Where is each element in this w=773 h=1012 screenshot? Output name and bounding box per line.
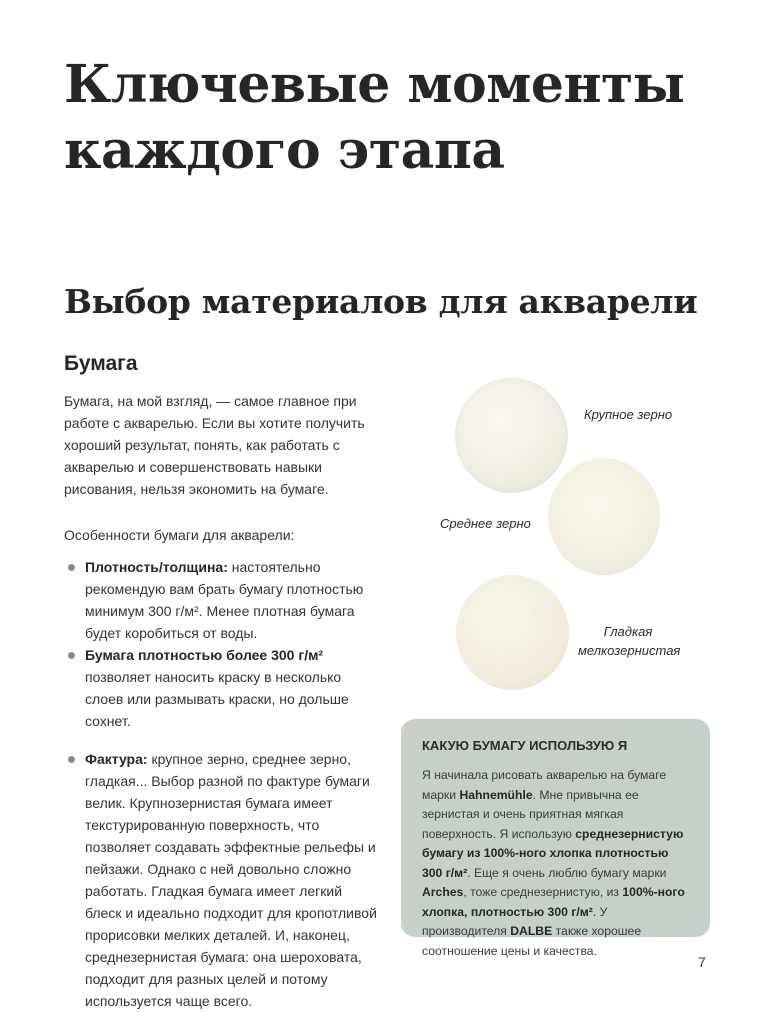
smooth-label-line2: мелкозернистая [578, 643, 681, 658]
list-item [64, 556, 382, 644]
smooth-label-line1: Гладкая [603, 624, 653, 639]
note-text: также хорошее соотношение цены и качества. [422, 924, 642, 958]
page-number: 7 [698, 954, 706, 970]
features-list [64, 556, 382, 1012]
bullet-icon [68, 756, 75, 763]
note-title: КАКУЮ БУМАГУ ИСПОЛЬЗУЮ Я [422, 738, 628, 753]
features-heading: Особенности бумаги для акварели: [64, 527, 295, 543]
note-text: Я начинала рисовать акварелью на бумаге марки [422, 768, 667, 802]
subsection-title: Бумага [64, 352, 138, 375]
page-title: Ключевые моменты каждого этапа [64, 54, 685, 181]
smooth-sample-label [578, 622, 681, 660]
bullet-icon [68, 564, 75, 571]
bullet-text: крупное зерно, среднее зерно, гладкая... Выбор разной по фактуре бумаги велик. Крупнозернистая бумага имеет текстурированную поверхность, что позволяет создавать эффектные рельефы и пейзажи. Однако с ней довольно сложно работать. Гладкая бумага имеет легкий блеск и идеально подходит для кропотливой прорисовки мелких деталей. И, наконец, среднезернистая бумага: она шероховата, подходит для разных целей и потому используется чаще всего. [85, 751, 377, 1009]
bullet-term: Фактура: [85, 751, 148, 767]
note-box [401, 719, 710, 958]
note-text: . Мне привычна ее зернистая и очень приятная мягкая поверхность. Я использую [422, 787, 639, 841]
medium-paper-sample [548, 458, 660, 575]
note-text: . У производителя [422, 904, 608, 938]
note-text: . Еще я очень люблю бумагу марки [467, 865, 667, 880]
smooth-paper-sample [456, 575, 569, 690]
coarse-sample-label: Крупное зерно [584, 407, 673, 422]
brand-name: Hahnemühle [459, 787, 533, 802]
intro-paragraph: Бумага, на мой взгляд, — самое главное при работе с акварелью. Если вы хотите получить хороший результат, понять, как работать с акварелью и совершенствовать навыки рисования, нельзя экономить на бумаге. [64, 393, 365, 497]
bullet-text: позволяет наносить краску в несколько слоев или размывать краски, но дольше сохнет. [85, 669, 349, 729]
note-highlight: 100%-ного хлопка, плотностью 300 г/м² [422, 885, 685, 919]
bullet-icon [68, 652, 75, 659]
note-highlight: среднезернистую бумагу из 100%-ного хлопка плотностью 300 г/м² [422, 826, 684, 880]
medium-sample-label: Среднее зерно [440, 516, 531, 531]
note-text: , тоже среднезернистую, из [463, 885, 623, 899]
list-item [64, 748, 382, 1012]
note-body [422, 766, 691, 961]
bullet-term: Бумага плотностью более 300 г/м² [85, 647, 324, 663]
bullet-text: настоятельно рекомендую вам брать бумагу плотностью минимум 300 г/м². Менее плотная бумага будет коробиться от воды. [85, 559, 364, 641]
coarse-paper-sample [455, 378, 568, 493]
section-title: Выбор материалов для акварели [64, 282, 698, 321]
bullet-term: Плотность/толщина: [85, 559, 228, 575]
brand-name: DALBE [510, 924, 553, 938]
brand-name: Arches [422, 885, 464, 899]
list-item [64, 644, 382, 732]
